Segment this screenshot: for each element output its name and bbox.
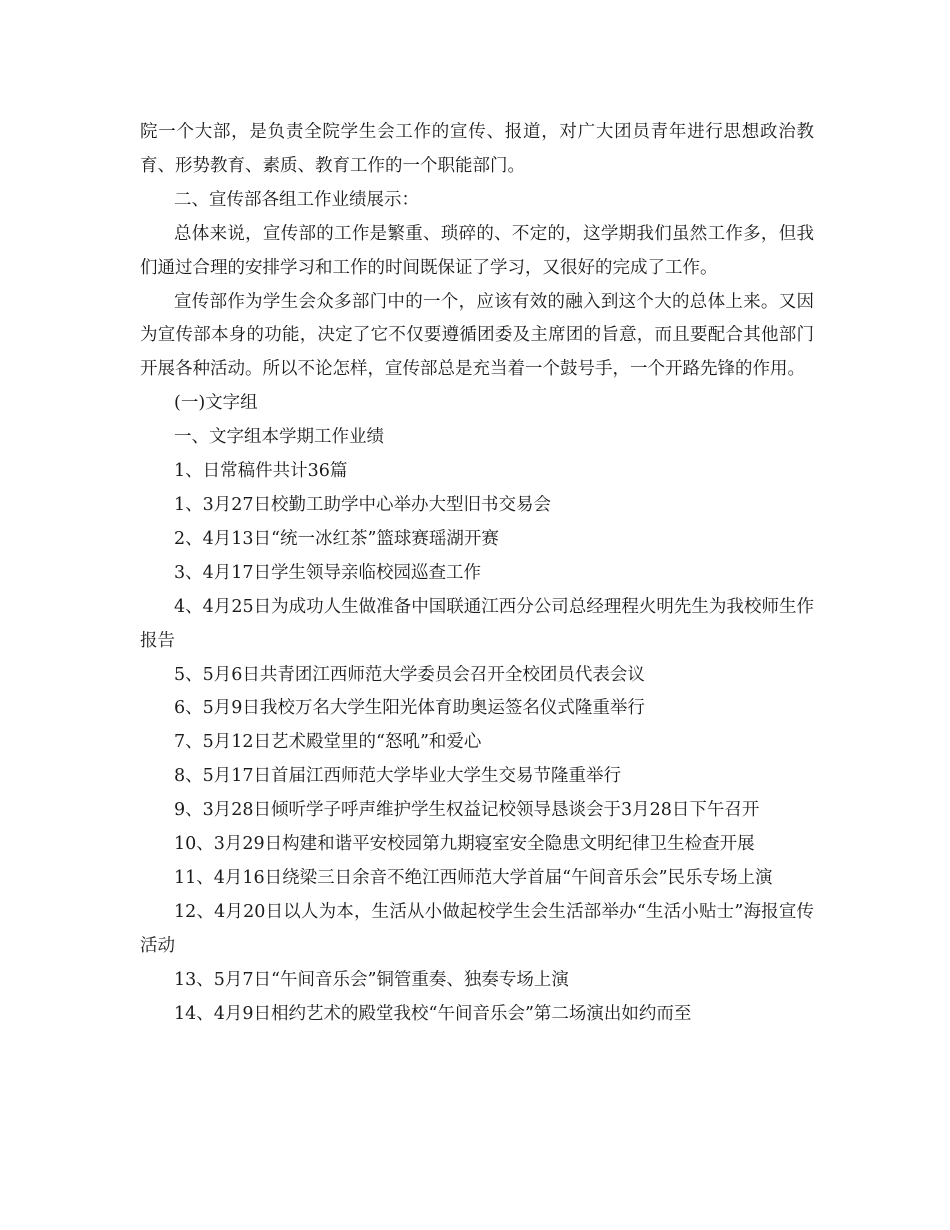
list-item: 13、5月7日“午间音乐会”铜管重奏、独奏专场上演: [174, 969, 569, 990]
list-item: 2、4月13日“统一冰红茶”篮球赛瑶湖开赛: [174, 528, 499, 549]
list-item: 1、日常稿件共计36篇: [174, 461, 348, 482]
list-item: 8、5月17日首届江西师范大学毕业大学生交易节隆重举行: [174, 766, 622, 787]
paragraph-department-role: 宣传部作为学生会众多部门中的一个，应该有效的融入到这个大的总体上来。又因为宣传部本身的功能，决定了它不仅要遵循团委及主席团的旨意，而且要配合其他部门开展各种活动。所以不论怎样，宣传部总是充当着一个鼓号手，一个开路先锋的作用。: [140, 291, 814, 380]
subsection-heading-text-group: (一)文字组: [174, 393, 258, 414]
list-item: 11、4月16日绕梁三日余音不绝江西师范大学首届“午间音乐会”民乐专场上演: [174, 867, 773, 888]
list-item: 1、3月27日校勤工助学中心举办大型旧书交易会: [174, 494, 552, 515]
list-item: 7、5月12日艺术殿堂里的“怒吼”和爱心: [174, 732, 482, 753]
list-item: 5、5月6日共青团江西师范大学委员会召开全校团员代表会议: [174, 664, 645, 685]
list-item: 6、5月9日我校万名大学生阳光体育助奥运签名仪式隆重举行: [174, 698, 645, 719]
paragraph-intro-continued: 院一个大部，是负责全院学生会工作的宣传、报道，对广大团员青年进行思想政治教育、形势教育、素质、教育工作的一个职能部门。: [140, 122, 814, 176]
list-item: 14、4月9日相约艺术的殿堂我校“午间音乐会”第二场演出如约而至: [174, 1003, 692, 1024]
paragraph-overview: 总体来说，宣传部的工作是繁重、琐碎的、不定的，这学期我们虽然工作多，但我们通过合理的安排学习和工作的时间既保证了学习，又很好的完成了工作。: [140, 223, 814, 278]
section-heading-achievements: 二、宣传部各组工作业绩展示：: [174, 189, 419, 210]
subsection-heading-text-group-achievements: 一、文字组本学期工作业绩: [174, 427, 384, 448]
list-item: 12、4月20日以人为本，生活从小做起校学生会生活部举办“生活小贴士”海报宣传活动: [140, 901, 814, 956]
document-body: [140, 116, 814, 1031]
list-item: 10、3月29日构建和谐平安校园第九期寝室安全隐患文明纪律卫生检查开展: [174, 834, 755, 855]
list-item: 4、4月25日为成功人生做准备中国联通江西分公司总经理程火明先生为我校师生作报告: [140, 596, 814, 651]
list-item: 3、4月17日学生领导亲临校园巡查工作: [174, 562, 482, 583]
list-item: 9、3月28日倾听学子呼声维护学生权益记校领导恳谈会于3月28日下午召开: [174, 800, 760, 821]
